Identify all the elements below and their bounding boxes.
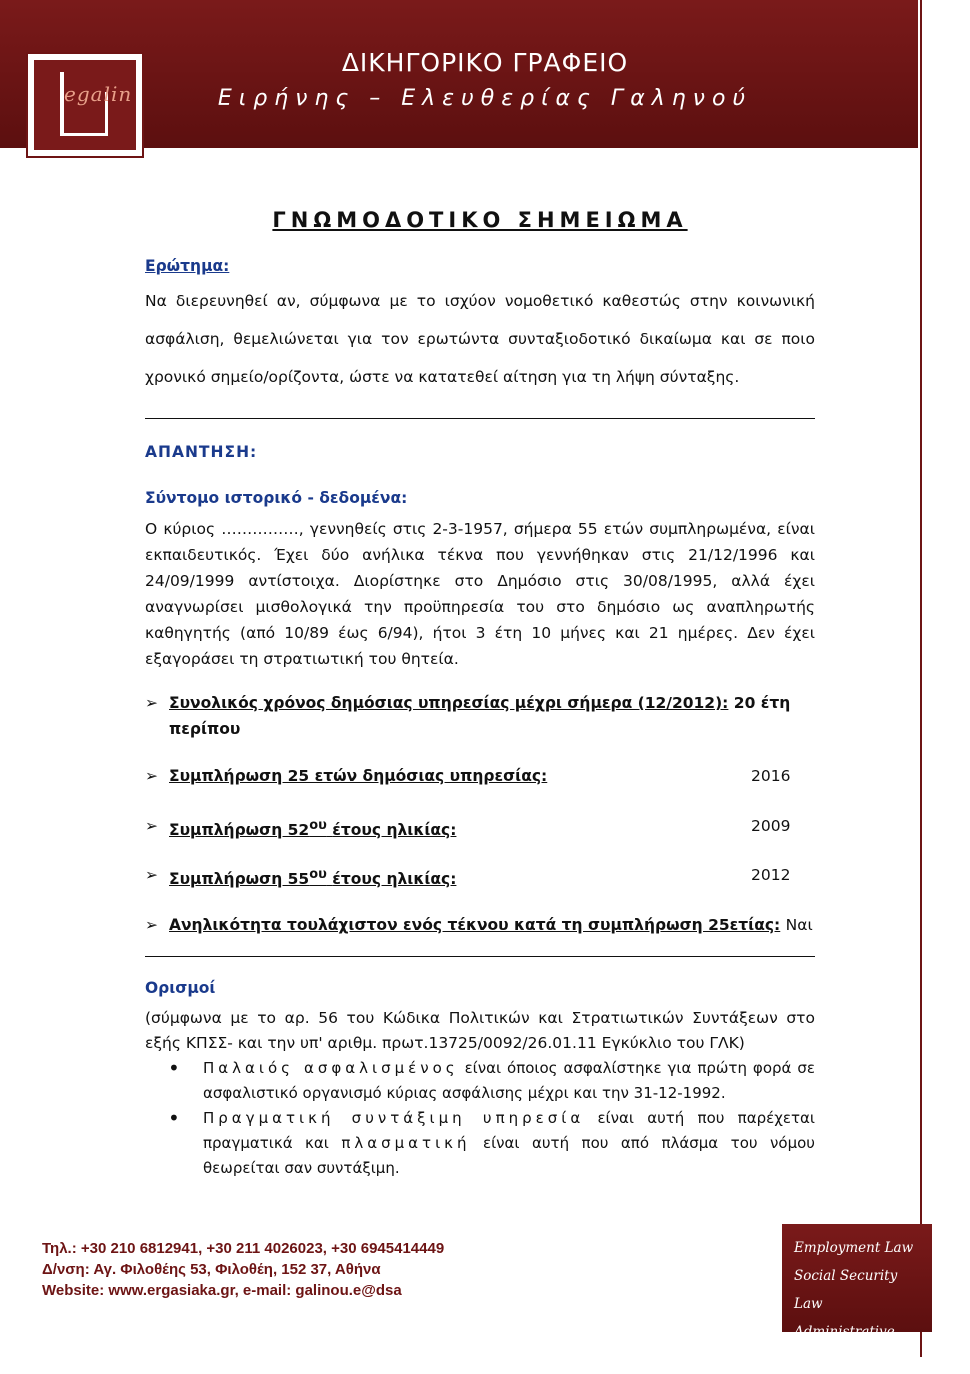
question-text: Να διερευνηθεί αν, σύμφωνα με το ισχύον νομοθετικό καθεστώς στην κοινωνική ασφάλιση, θεμελιώνεται για τον ερωτώντα συνταξιοδοτικό δικαίωμα και σε ποιο χρονικό σημείο/ορίζοντα, ώστε να κατατεθεί αίτηση για τη λήψη σύνταξης. <box>145 292 815 386</box>
office-subtitle: Ειρήνης – Ελευθερίας Γαληνού <box>217 86 753 111</box>
point-age-52 <box>145 813 815 843</box>
badge-line: Employment Law <box>794 1240 914 1256</box>
point-label: Ανηλικότητα τουλάχιστον ενός τέκνου κατά τη συμπλήρωση 25ετίας: <box>169 916 781 934</box>
history-text <box>145 516 815 672</box>
definitions-label: Ορισμοί <box>145 979 216 997</box>
history-paragraph-2: Διορίστηκε στο Δημόσιο στις 30/08/1995, αλλά έχει αναγνωρίσει μισθολογικά την προϋπηρεσία του στο δημόσιο ως αναπληρωτής καθηγητής (από 10/89 έως 6/94), ήτοι 3 έτη 10 μήνες και 21 ημέρες. Δεν έχει εξαγοράσει τη στρατιωτική του θητεία. <box>145 572 815 668</box>
badge-line: Social Security Law <box>794 1268 898 1312</box>
arrow-bullet-icon: ➢ <box>145 817 158 835</box>
definitions-intro: (σύμφωνα με το αρ. 56 του Κώδικα Πολιτικών και Στρατιωτικών Συντάξεων στο εξής ΚΠΣΣ- και την υπ' αριθμ. πρωτ.13725/0092/26.01.11 Εγκύκλιο του ΓΛΚ) <box>145 1009 815 1052</box>
office-title: ΔΙΚΗΓΟΡΙΚΟ ΓΡΑΦΕΙΟ <box>341 48 629 77</box>
bullet-icon: • <box>168 1056 180 1080</box>
point-label: Συμπλήρωση $55^{o\upsilon}$ έτους ηλικίας: <box>169 867 457 889</box>
point-label: Συνολικός χρόνος δημόσιας υπηρεσίας μέχρι σήμερα (12/2012): <box>169 694 729 712</box>
logo-script: egalin <box>64 82 133 106</box>
term: Παλαιός ασφαλισμένος <box>203 1059 459 1077</box>
definition-old-insured <box>203 1056 815 1106</box>
footer-web[interactable]: Website: www.ergasiaka.gr, e-mail: galinou.e@dsa <box>42 1282 402 1299</box>
point-label: Συμπλήρωση $52^{o\upsilon}$ έτους ηλικίας: <box>169 818 457 840</box>
point-value: Ναι <box>785 916 813 934</box>
question-label: Ερώτημα: <box>145 257 230 275</box>
point-age-55 <box>145 862 815 892</box>
badge-line: Administrative Law <box>794 1324 895 1368</box>
arrow-bullet-icon: ➢ <box>145 694 158 712</box>
arrow-bullet-icon: ➢ <box>145 866 158 884</box>
divider-1 <box>145 418 815 419</box>
divider-2 <box>145 956 815 957</box>
point-value: 20 έτη περίπου <box>169 694 791 738</box>
point-25-years <box>145 763 815 789</box>
history-paragraph-1: Ο κύριος ……………, γεννηθείς στις 2-3-1957, σήμερα 55 ετών συμπληρωμένα, είναι εκπαιδευτικός. Έχει δύο ανήλικα τέκνα που γεννήθηκαν στις 21/12/1996 και 24/09/1999 αντίστοιχα. <box>145 520 815 590</box>
point-value: 2016 <box>751 767 791 785</box>
history-label: Σύντομο ιστορικό - δεδομένα: <box>145 489 408 507</box>
definition-pensionable-service <box>203 1106 815 1181</box>
footer-contact <box>42 1238 602 1301</box>
bullet-icon: • <box>168 1106 180 1130</box>
arrow-bullet-icon: ➢ <box>145 767 158 785</box>
term: πλασματική <box>341 1134 471 1152</box>
term-definition: είναι όποιος ασφαλίστηκε για πρώτη φορά σε ασφαλιστικό οργανισμό κύριας ασφάλισης μέχρι και την 31-12-1992. <box>203 1059 815 1102</box>
footer-phone: Τηλ.: +30 210 6812941, +30 211 4026023, +30 6945414449 <box>42 1240 445 1257</box>
point-label: Συμπλήρωση 25 ετών δημόσιας υπηρεσίας: <box>169 767 548 785</box>
answer-label: ΑΠΑΝΤΗΣΗ: <box>145 443 258 461</box>
arrow-bullet-icon: ➢ <box>145 916 158 934</box>
point-value: 2012 <box>751 866 791 884</box>
footer-address: Δ/νση: Αγ. Φιλοθέης 53, Φιλοθέη, 152 37, Αθήνα <box>42 1261 381 1278</box>
term: Πραγματική συντάξιμη υπηρεσία <box>203 1109 585 1127</box>
point-service-total <box>145 690 815 742</box>
term-definition: είναι αυτή που από πλάσμα του νόμου θεωρείται σαν συντάξιμη. <box>203 1134 815 1177</box>
point-minor-child <box>145 912 815 938</box>
document-title: ΓΝΩΜΟΔΟΤΙΚΟ ΣΗΜΕΙΩΜΑ <box>272 208 688 232</box>
right-border-line <box>920 0 922 1357</box>
practice-areas-badge <box>782 1224 932 1368</box>
term-definition: είναι αυτή που παρέχεται πραγματικά και <box>203 1109 815 1152</box>
point-value: 2009 <box>751 817 791 835</box>
